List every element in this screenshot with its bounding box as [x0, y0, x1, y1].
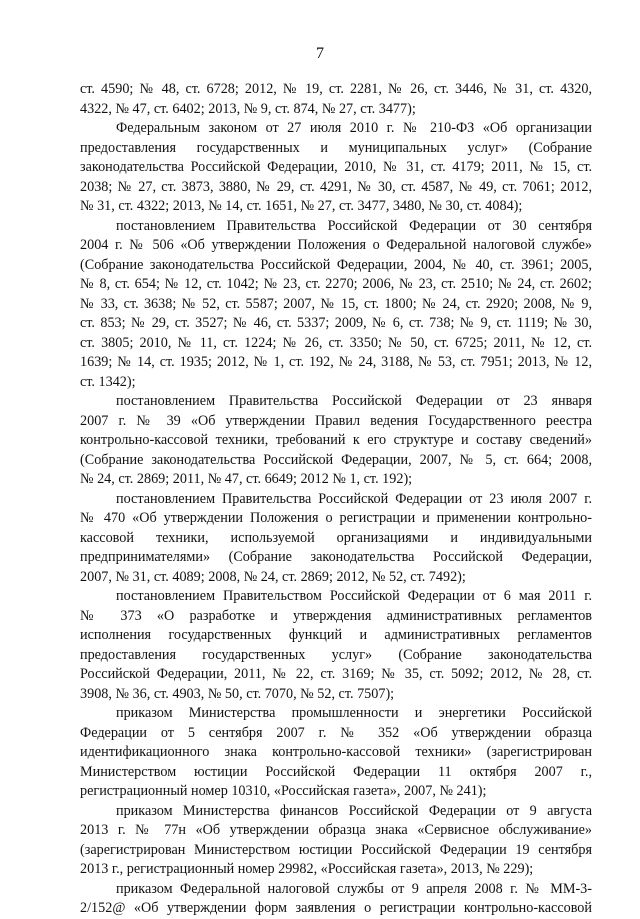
text-line: ст. 4590; № 48, ст. 6728; 2012, № 19, ст. 2281, № 26, ст. 3446, № 31, ст. 4320, [80, 81, 592, 97]
text-line: 2013 г., регистрационный номер 29982, «Российская газета», 2013, № 229); [80, 861, 534, 877]
text-line: (Собрание законодательства Российской Федерации, 2007, № 5, ст. 664; 2008, [80, 451, 592, 468]
text-line: ст. 1342); [80, 373, 136, 390]
text-line: 2/152@ «Об утверждении форм заявления о регистрации контрольно-кассовой [80, 900, 592, 916]
text-line: № 24, ст. 2869; 2011, № 47, ст. 6649; 2012 № 1, ст. 192); [80, 471, 413, 487]
paragraph [80, 490, 592, 588]
text-line: постановлением Правительства Российской Федерации от 30 сентября [116, 217, 592, 234]
paragraph [80, 704, 592, 802]
text-line: № 373 «О разработке и утверждения административных регламентов [80, 607, 592, 624]
text-line: предпринимателями» (Собрание законодательства Российской Федерации, [80, 549, 592, 565]
text-line: ст. 3805; 2010, № 11, ст. 1224; № 26, ст. 3350; № 50, ст. 6725; 2011, № 12, ст. [80, 334, 592, 351]
text-line: приказом Федеральной налоговой службы от 9 апреля 2008 г. № ММ-3- [116, 880, 592, 897]
text-line: идентификационного знака контрольно-кассовой техники» (зарегистрирован [80, 744, 592, 760]
text-line: законодательства Российской Федерации, 2010, № 31, ст. 4179; 2011, № 15, ст. [80, 159, 592, 175]
paragraph [80, 119, 592, 217]
text-line: 2004 г. № 506 «Об утверждении Положения о Федеральной налоговой службе» [80, 237, 592, 253]
paragraph [80, 392, 592, 490]
text-line: Федерации от 5 сентября 2007 г. № 352 «Об утверждении образца [80, 724, 592, 741]
text-line: Российской Федерации, 2011, № 22, ст. 3169; № 35, ст. 5092; 2012, № 28, ст. [80, 666, 592, 682]
paragraph [80, 217, 592, 393]
text-line: 2038; № 27, ст. 3873, 3880, № 29, ст. 4291, № 30, ст. 4587, № 49, ст. 7061; 2012, [80, 178, 592, 195]
text-line: 4322, № 47, ст. 6402; 2013, № 9, ст. 874, № 27, ст. 3477); [80, 100, 416, 117]
text-line: постановлением Правительства Российской Федерации от 23 января [116, 393, 592, 409]
text-line: Федеральным законом от 27 июля 2010 г. № 210-ФЗ «Об организации [116, 120, 592, 136]
text-line: приказом Министерства промышленности и энергетики Российской [116, 705, 592, 721]
text-line: постановлением Правительства Российской Федерации от 23 июля 2007 г. [116, 490, 592, 507]
text-line: (Собрание законодательства Российской Федерации, 2004, № 40, ст. 3961; 2005, [80, 256, 592, 273]
text-line: № 8, ст. 654; № 12, ст. 1042; № 23, ст. 2270; 2006, № 23, ст. 2510; № 24, ст. 2602; [80, 276, 592, 292]
paragraph [80, 80, 592, 119]
text-line: кассовой техники, используемой организациями и индивидуальными [80, 529, 592, 546]
text-line: приказом Министерства финансов Российской Федерации от 9 августа [116, 802, 592, 819]
text-line: 1639; № 14, ст. 1935; 2012, № 1, ст. 192, № 24, 3188, № 53, ст. 7951; 2013, № 12, [80, 354, 592, 370]
text-line: регистрационный номер 10310, «Российская газета», 2007, № 241); [80, 783, 487, 799]
text-line: 2013 г. № 77н «Об утверждении образца знака «Сервисное обслуживание» [80, 822, 592, 838]
text-line: (зарегистрирован Министерством юстиции Российской Федерации 19 сентября [80, 841, 592, 858]
text-line: предоставления государственных услуг» (Собрание законодательства [80, 646, 592, 663]
text-line: 2007 г. № 39 «Об утверждении Правил ведения Государственного реестра [80, 412, 592, 429]
text-line: контрольно-кассовой техники, требований к его структуре и составу сведений» [80, 432, 592, 448]
paragraph [80, 880, 592, 919]
page-number: 7 [316, 45, 324, 62]
text-line: 2007, № 31, ст. 4089; 2008, № 24, ст. 2869; 2012, № 52, ст. 7492); [80, 568, 466, 585]
document-body [80, 80, 592, 919]
paragraph [80, 587, 592, 704]
text-line: исполнения государственных функций и административных регламентов [80, 627, 592, 643]
text-line: ст. 853; № 29, ст. 3527; № 46, ст. 5337; 2009, № 6, ст. 738; № 9, ст. 1119; № 30, [80, 315, 592, 331]
text-line: № 470 «Об утверждении Положения о регистрации и применении контрольно- [80, 510, 592, 526]
text-line: № 33, ст. 3638; № 52, ст. 5587; 2007, № 15, ст. 1800; № 24, ст. 2920; 2008, № 9, [80, 295, 592, 312]
text-line: Министерством юстиции Российской Федерации 11 октября 2007 г., [80, 763, 592, 780]
text-line: постановлением Правительством Российской Федерации от 6 мая 2011 г. [116, 588, 592, 604]
text-line: № 31, ст. 4322; 2013, № 14, ст. 1651, № 27, ст. 3477, 3480, № 30, ст. 4084); [80, 198, 523, 214]
text-line: 3908, № 36, ст. 4903, № 50, ст. 7070, № 52, ст. 7507); [80, 685, 395, 702]
text-line: предоставления государственных и муниципальных услуг» (Собрание [80, 139, 592, 156]
paragraph [80, 802, 592, 880]
